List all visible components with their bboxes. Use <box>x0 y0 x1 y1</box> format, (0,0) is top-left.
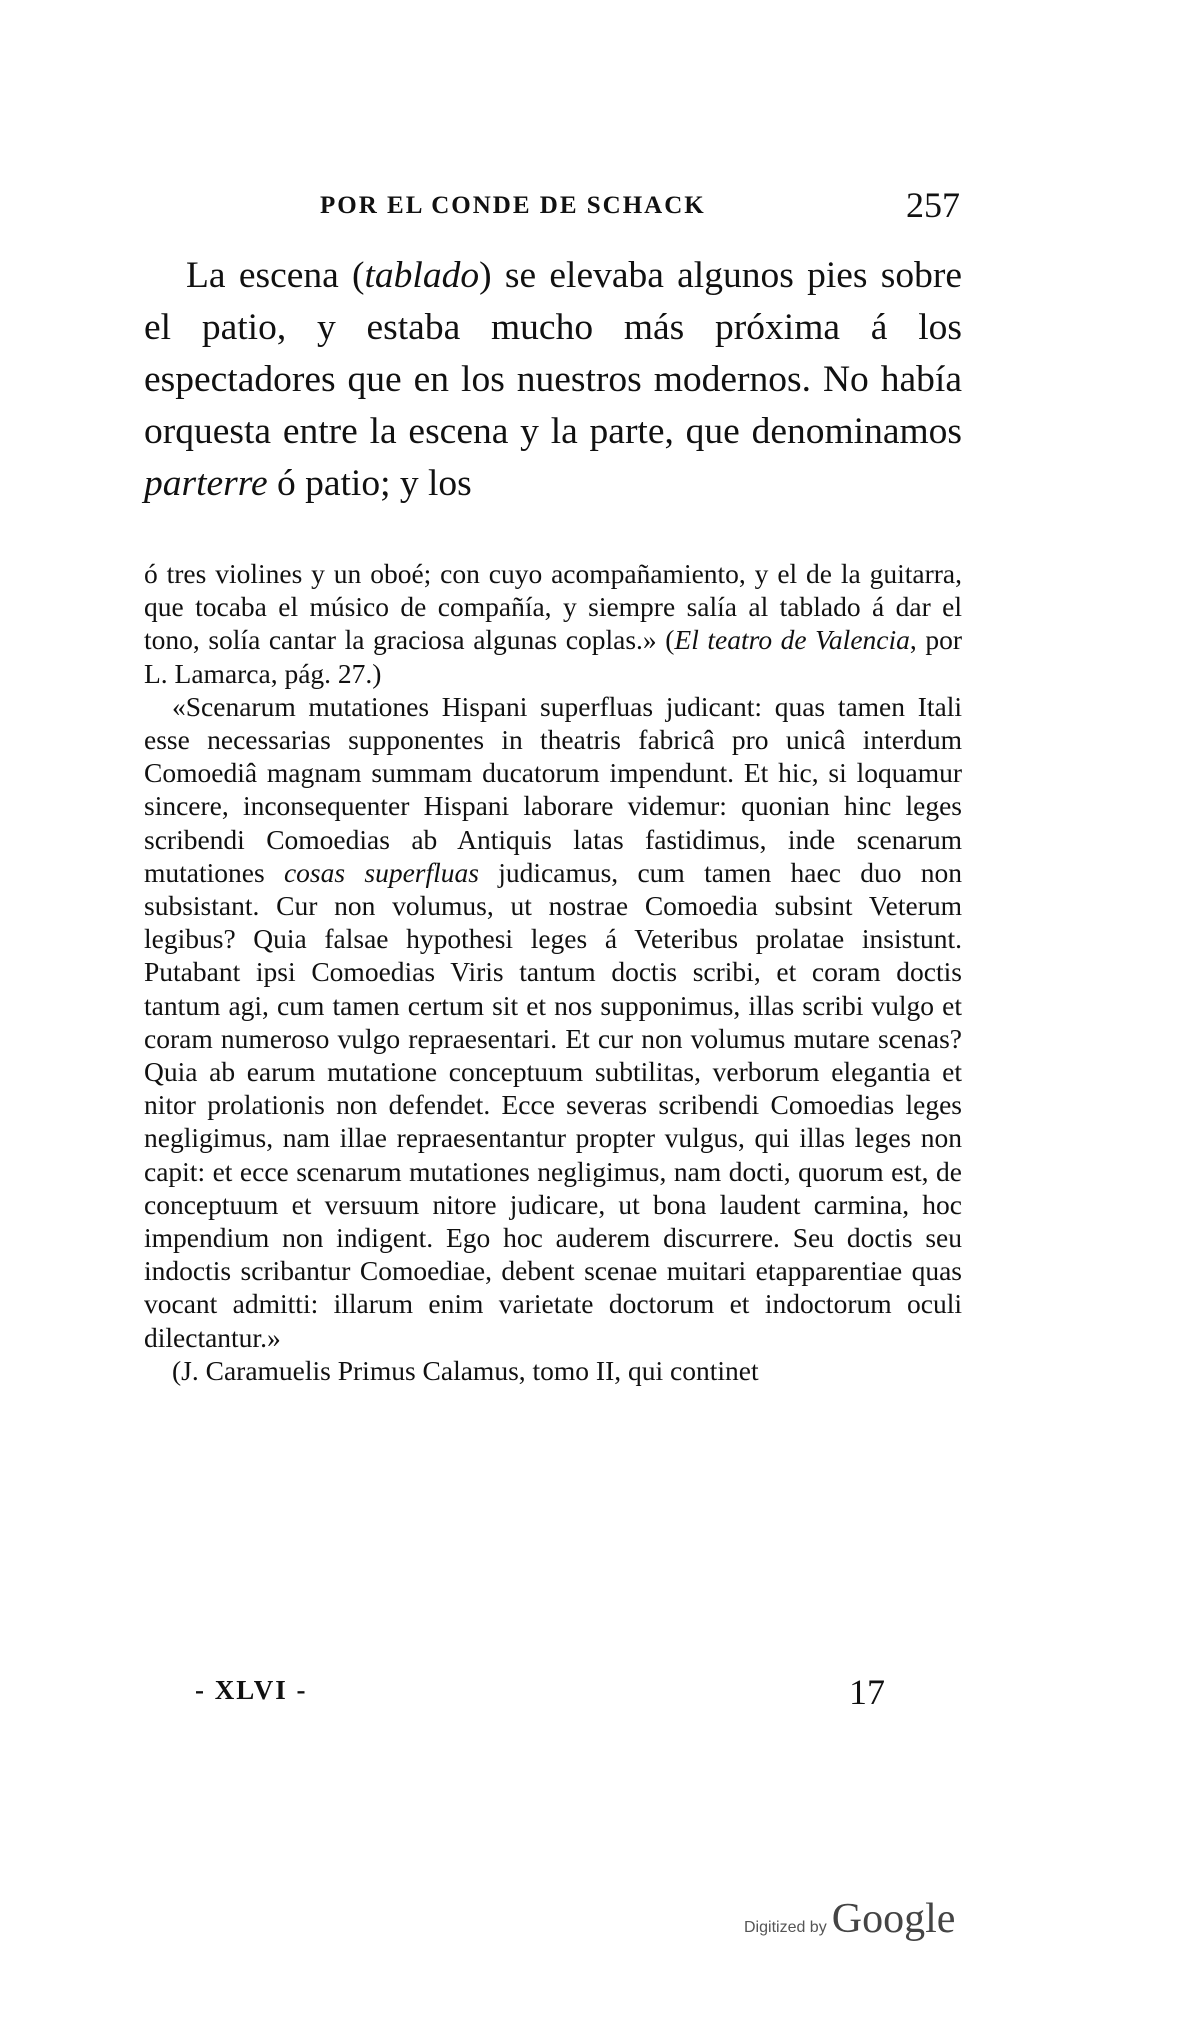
main-paragraph <box>144 250 962 510</box>
page-footer <box>195 1672 885 1715</box>
footnote-segment: ó tres violines y un oboé; con cuyo acompañamiento, y el de la guitarra, que tocaba el músico de compañía, y siempre salía al tablado á dar el tono, solía cantar la graciosa algunas coplas.» ( <box>144 558 962 656</box>
footnote-segment: judicamus, cum tamen haec duo non subsistant. Cur non volumus, ut nostrae Comoedia subsint Veterum legibus? Quia falsae hypothesi leges á Veteribus prolatae insistunt. Putabant ipsi Comoedias Viris tantum doctis scribi, et coram doctis tantum agi, cum tamen certum sit et nos supponimus, illas scribi vulgo et coram numeroso vulgo repraesentari. Et cur non volumus mutare scenas? Quia ab earum mutatione conceptuum subtilitas, verborum elegantia et nitor prolationis non defendet. Ecce severas scribendi Comoedias leges negligimus, nam illae repraesentantur propter vulgus, qui illas leges non capit: et ecce scenarum mutationes negligimus, nam docti, quorum est, de conceptuum et versuum nitore judicare, ut bona laudent carmina, hoc impendium non indigent. Ego hoc auderem discurrere. Seu doctis seu indoctis scribantur Comoediae, debent scenae muitari etapparentiae quas vocant admitti: illarum enim varietate doctorum et indoctorum oculi dilectantur.» <box>144 856 962 1353</box>
main-text-segment: ) se elevaba algunos pies sobre el patio, y estaba mucho más próxima á los espectadores que en los nuestros modernos. No había orquesta entre la escena y la parte, que denominamos <box>144 255 962 452</box>
footnotes <box>144 557 962 1387</box>
running-head: POR EL CONDE DE SCHACK <box>320 192 706 219</box>
main-text-italic: tablado <box>364 255 480 296</box>
main-text-segment: La escena ( <box>186 255 365 296</box>
footnote-italic: El teatro de Valencia <box>674 624 910 656</box>
page-number: 257 <box>906 185 960 225</box>
footnote-paragraph: (J. Caramuelis Primus Calamus, tomo II, qui continet <box>172 1354 759 1386</box>
footnote-italic: cosas superfluas <box>283 856 479 888</box>
digitized-watermark <box>744 1895 955 1943</box>
footnote-paragraph <box>144 690 962 1354</box>
watermark-small-text: Digitized by <box>744 1919 827 1936</box>
footnote-segment: , por L. Lamarca, pág. 27.) <box>144 624 962 689</box>
main-text-italic: parterre <box>144 463 268 504</box>
main-text-segment: ó patio; y los <box>267 463 472 504</box>
footnote-segment: «Scenarum mutationes Hispani superfluas judicant: quas tamen Itali esse necessarias supponentes in theatris fabricâ pro unicâ interdum Comoediâ magnam summam ducatorum impendunt. Et hic, si loquamur sincere, inconsequenter Hispani laborare videmur: quonian hinc leges scribendi Comoedias ab Antiquis latas fastidimus, inde scenarum mutationes <box>144 690 962 888</box>
signature-mark: - XLVI - <box>195 1675 308 1705</box>
main-text <box>144 250 962 510</box>
footnote-paragraph <box>144 557 962 690</box>
page-header <box>320 185 960 228</box>
google-logo: Google <box>831 1896 956 1942</box>
signature-number: 17 <box>849 1672 885 1712</box>
